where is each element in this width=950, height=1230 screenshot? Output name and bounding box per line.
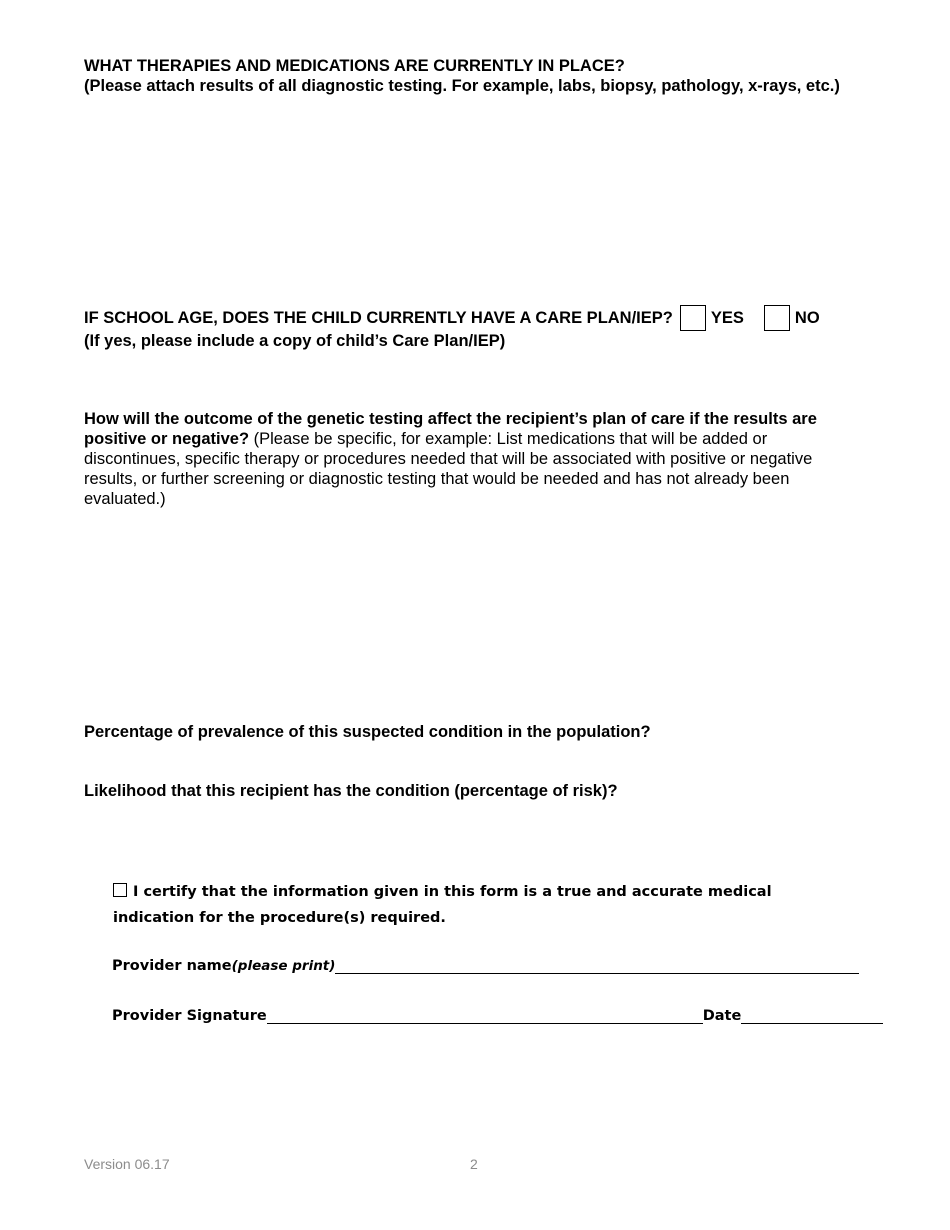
prevalence-question: Percentage of prevalence of this suspected condition in the population? <box>84 723 651 741</box>
therapies-note: (Please attach results of all diagnostic testing. For example, labs, biopsy, pathology, x-rays, etc.) <box>84 77 840 95</box>
care-plan-no-checkbox[interactable] <box>764 305 790 331</box>
care-plan-note: (If yes, please include a copy of child’s Care Plan/IEP) <box>84 332 506 350</box>
certification-text: I certify that the information given in this form is a true and accurate medical indication for the procedure(s) required. <box>113 884 772 926</box>
care-plan-question-row <box>84 305 874 331</box>
likelihood-question: Likelihood that this recipient has the condition (percentage of risk)? <box>84 782 618 800</box>
provider-signature-field[interactable] <box>267 1007 703 1024</box>
outcome-detail: (Please be specific, for example: List medications that will be added or discontinues, specific therapy or procedures needed that will be associated with positive or negative results, or further screening or diagnostic testing that would be needed and has not already been evaluated.) <box>84 430 813 508</box>
certification-checkbox[interactable] <box>113 883 127 897</box>
care-plan-section <box>84 305 874 351</box>
provider-name-field[interactable] <box>335 957 859 974</box>
version-text: Version 06.17 <box>84 1156 170 1172</box>
date-label: Date <box>702 1008 742 1024</box>
care-plan-question: IF SCHOOL AGE, DOES THE CHILD CURRENTLY HAVE A CARE PLAN/IEP? <box>84 309 673 327</box>
provider-name-label: Provider name <box>112 958 232 974</box>
provider-name-hint: (please print) <box>231 958 336 974</box>
therapies-title: WHAT THERAPIES AND MEDICATIONS ARE CURRENTLY IN PLACE? <box>84 57 625 75</box>
date-field[interactable] <box>741 1007 883 1024</box>
provider-name-row <box>112 957 859 974</box>
page-number: 2 <box>470 1156 478 1172</box>
care-plan-yes-option <box>673 305 744 331</box>
care-plan-no-option <box>744 305 820 331</box>
outcome-question: How will the outcome of the genetic testing affect the recipient’s plan of care if the results are positive or negative? <box>84 410 817 448</box>
provider-signature-label: Provider Signature <box>112 1008 267 1024</box>
certification-statement <box>113 879 853 931</box>
care-plan-yes-checkbox[interactable] <box>680 305 706 331</box>
therapies-section <box>84 56 864 96</box>
outcome-section <box>84 409 859 509</box>
care-plan-yes-label: YES <box>710 309 744 327</box>
care-plan-no-label: NO <box>794 309 820 327</box>
provider-signature-row <box>112 1007 883 1024</box>
